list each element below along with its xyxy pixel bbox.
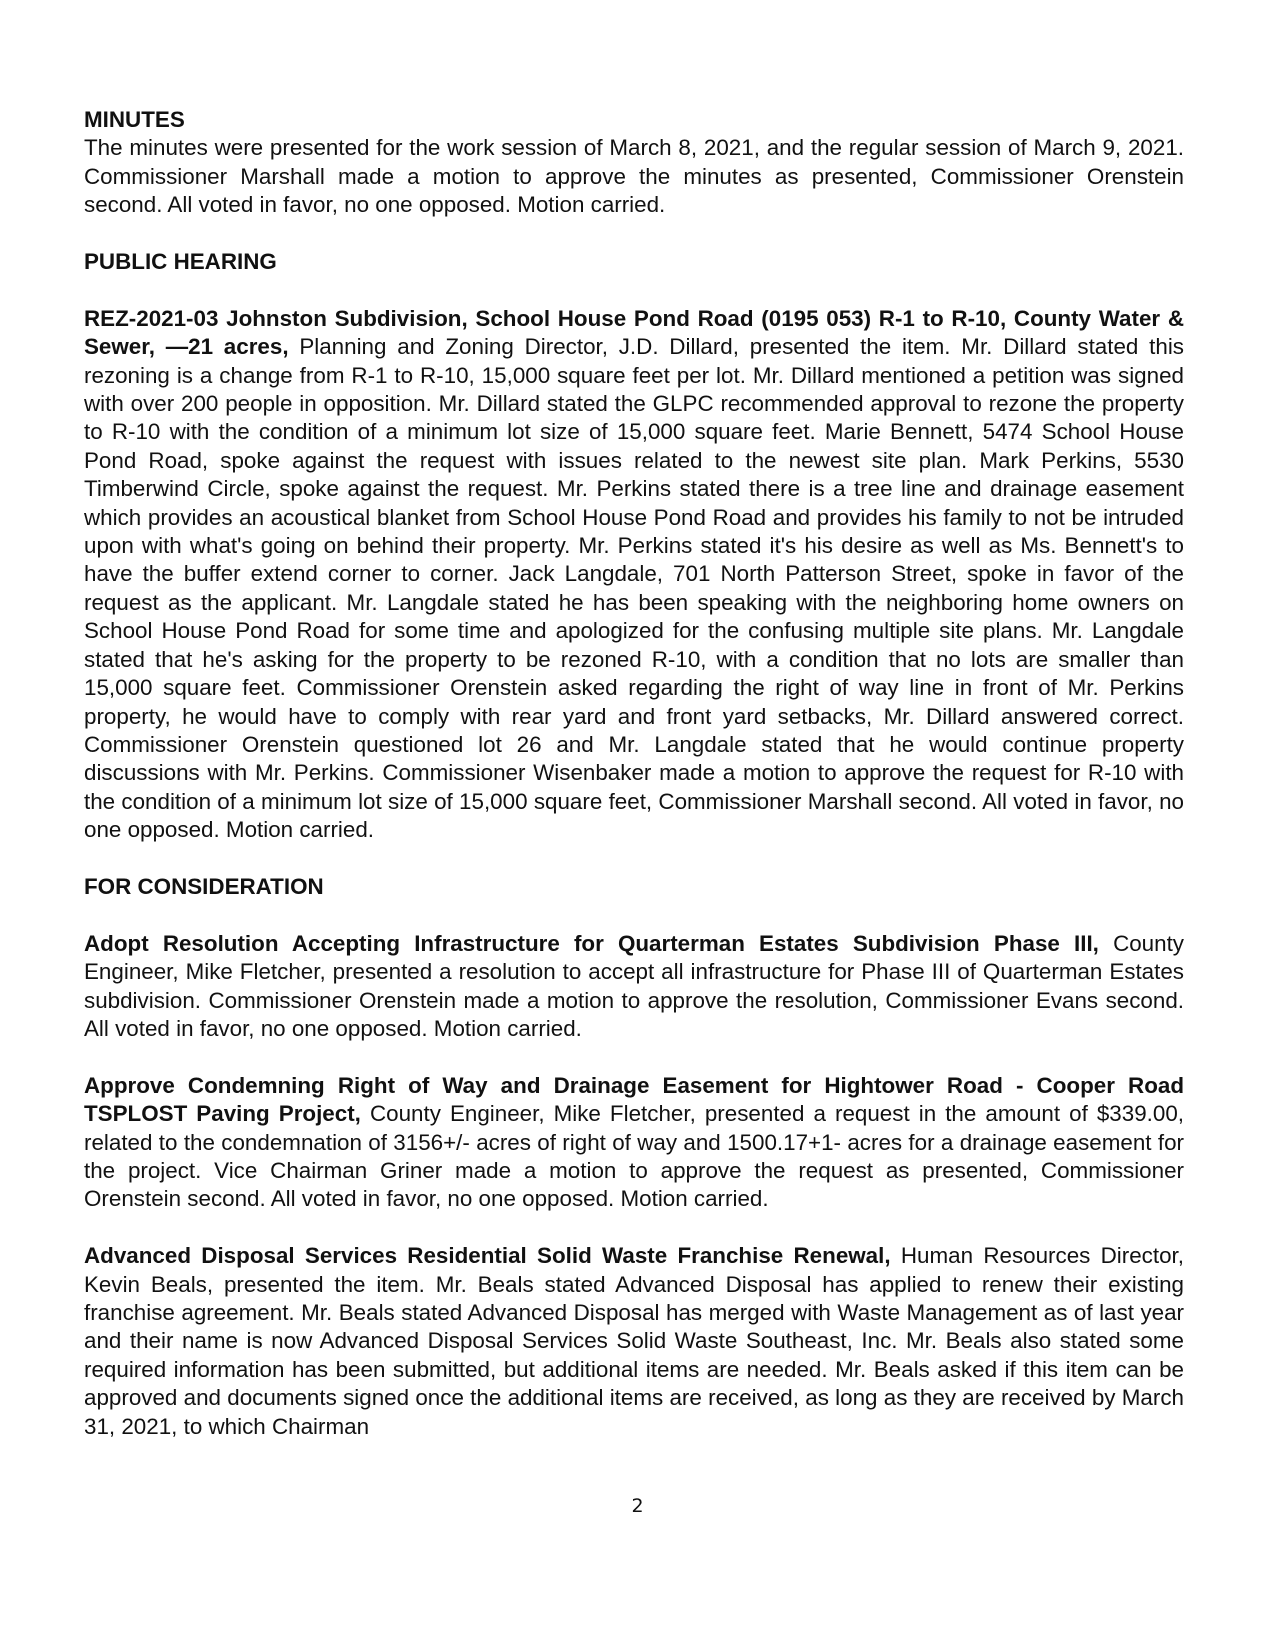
spacer xyxy=(84,1043,1184,1071)
consideration-item-title: Adopt Resolution Accepting Infrastructure for Quarterman Estates Subdivision Phase III, xyxy=(84,930,1099,956)
spacer xyxy=(84,220,1184,248)
consideration-item-title: Approve Condemning Right of Way and Drainage Easement for Hightower Road - Cooper Road TSPLOST Paving Project, xyxy=(84,1072,1184,1127)
spacer xyxy=(84,845,1184,873)
spacer xyxy=(84,276,1184,304)
rezoning-item-title: REZ-2021-03 Johnston Subdivision, School House Pond Road (0195 053) R-1 to R-10, County Water & Sewer, —21 acres, xyxy=(84,305,1184,360)
minutes-heading: MINUTES xyxy=(84,107,185,132)
rezoning-item-body: Planning and Zoning Director, J.D. Dillard, presented the item. Mr. Dillard stated this rezoning is a change from R-1 to R-10, 15,000 square feet per lot. Mr. Dillard mentioned a petition was signed with over 200 people in opposition. Mr. Dillard stated the GLPC recommended approval to rezone the property to R-10 with the condition of a minimum lot size of 15,000 square feet. Marie Bennett, 5474 School House Pond Road, spoke against the request with issues related to the newest site plan. Mark Perkins, 5530 Timberwind Circle, spoke against the request. Mr. Perkins stated there is a tree line and drainage easement which provides an acoustical blanket from School House Pond Road and provides his family to not be intruded upon with what's going on behind their property. Mr. Perkins stated it's his desire as well as Ms. Bennett's to have the buffer extend corner to corner. Jack Langdale, 701 North Patterson Street, spoke in favor of the request as the applicant. Mr. Langdale stated he has been speaking with the neighboring home owners on School House Pond Road for some time and apologized for the confusing multiple site plans. Mr. Langdale stated that he's asking for the property to be rezoned R-10, with a condition that no lots are smaller than 15,000 square feet. Commissioner Orenstein asked regarding the right of way line in front of Mr. Perkins property, he would have to comply with rear yard and front yard setbacks, Mr. Dillard answered correct. Commissioner Orenstein questioned lot 26 and Mr. Langdale stated that he would continue property discussions with Mr. Perkins. Commissioner Wisenbaker made a motion to approve the request for R-10 with the condition of a minimum lot size of 15,000 square feet, Commissioner Marshall second. All voted in favor, no one opposed. Motion carried. xyxy=(84,334,1184,843)
page-number: 2 xyxy=(631,1495,644,1517)
for-consideration-heading: FOR CONSIDERATION xyxy=(84,873,324,899)
consideration-item-infrastructure xyxy=(84,930,1184,1044)
public-hearing-heading: PUBLIC HEARING xyxy=(84,249,277,275)
document-page xyxy=(84,106,1184,1441)
spacer xyxy=(84,1214,1184,1242)
minutes-body: The minutes were presented for the work session of March 8, 2021, and the regular session of March 9, 2021. Commissioner Marshall made a motion to approve the minutes as presented, Commissioner Orenstein second. All voted in favor, no one opposed. Motion carried. xyxy=(84,135,1184,218)
consideration-item-solid-waste xyxy=(84,1242,1184,1441)
consideration-item-body: Human Resources Director, Kevin Beals, presented the item. Mr. Beals stated Advanced Disposal has applied to renew their existing franchise agreement. Mr. Beals stated Advanced Disposal has merged with Waste Management as of last year and their name is now Advanced Disposal Services Solid Waste Southeast, Inc. Mr. Beals also stated some required information has been submitted, but additional items are needed. Mr. Beals asked if this item can be approved and documents signed once the additional items are received, as long as they are received by March 31, 2021, to which Chairman xyxy=(84,1243,1184,1439)
consideration-item-body: County Engineer, Mike Fletcher, presented a request in the amount of $339.00, related to the condemnation of 3156+/- acres of right of way and 1500.17+1- acres for a drainage easement for the project. Vice Chairman Griner made a motion to approve the request as presented, Commissioner Orenstein second. All voted in favor, no one opposed. Motion carried. xyxy=(84,1101,1184,1212)
rezoning-item xyxy=(84,305,1184,845)
consideration-item-condemning xyxy=(84,1072,1184,1214)
spacer xyxy=(84,901,1184,929)
consideration-item-title: Advanced Disposal Services Residential Solid Waste Franchise Renewal, xyxy=(84,1243,891,1269)
consideration-item-body: County Engineer, Mike Fletcher, presented a resolution to accept all infrastructure for Phase III of Quarterman Estates subdivision. Commissioner Orenstein made a motion to approve the resolution, Commissioner Evans second. All voted in favor, no one opposed. Motion carried. xyxy=(84,930,1185,1041)
